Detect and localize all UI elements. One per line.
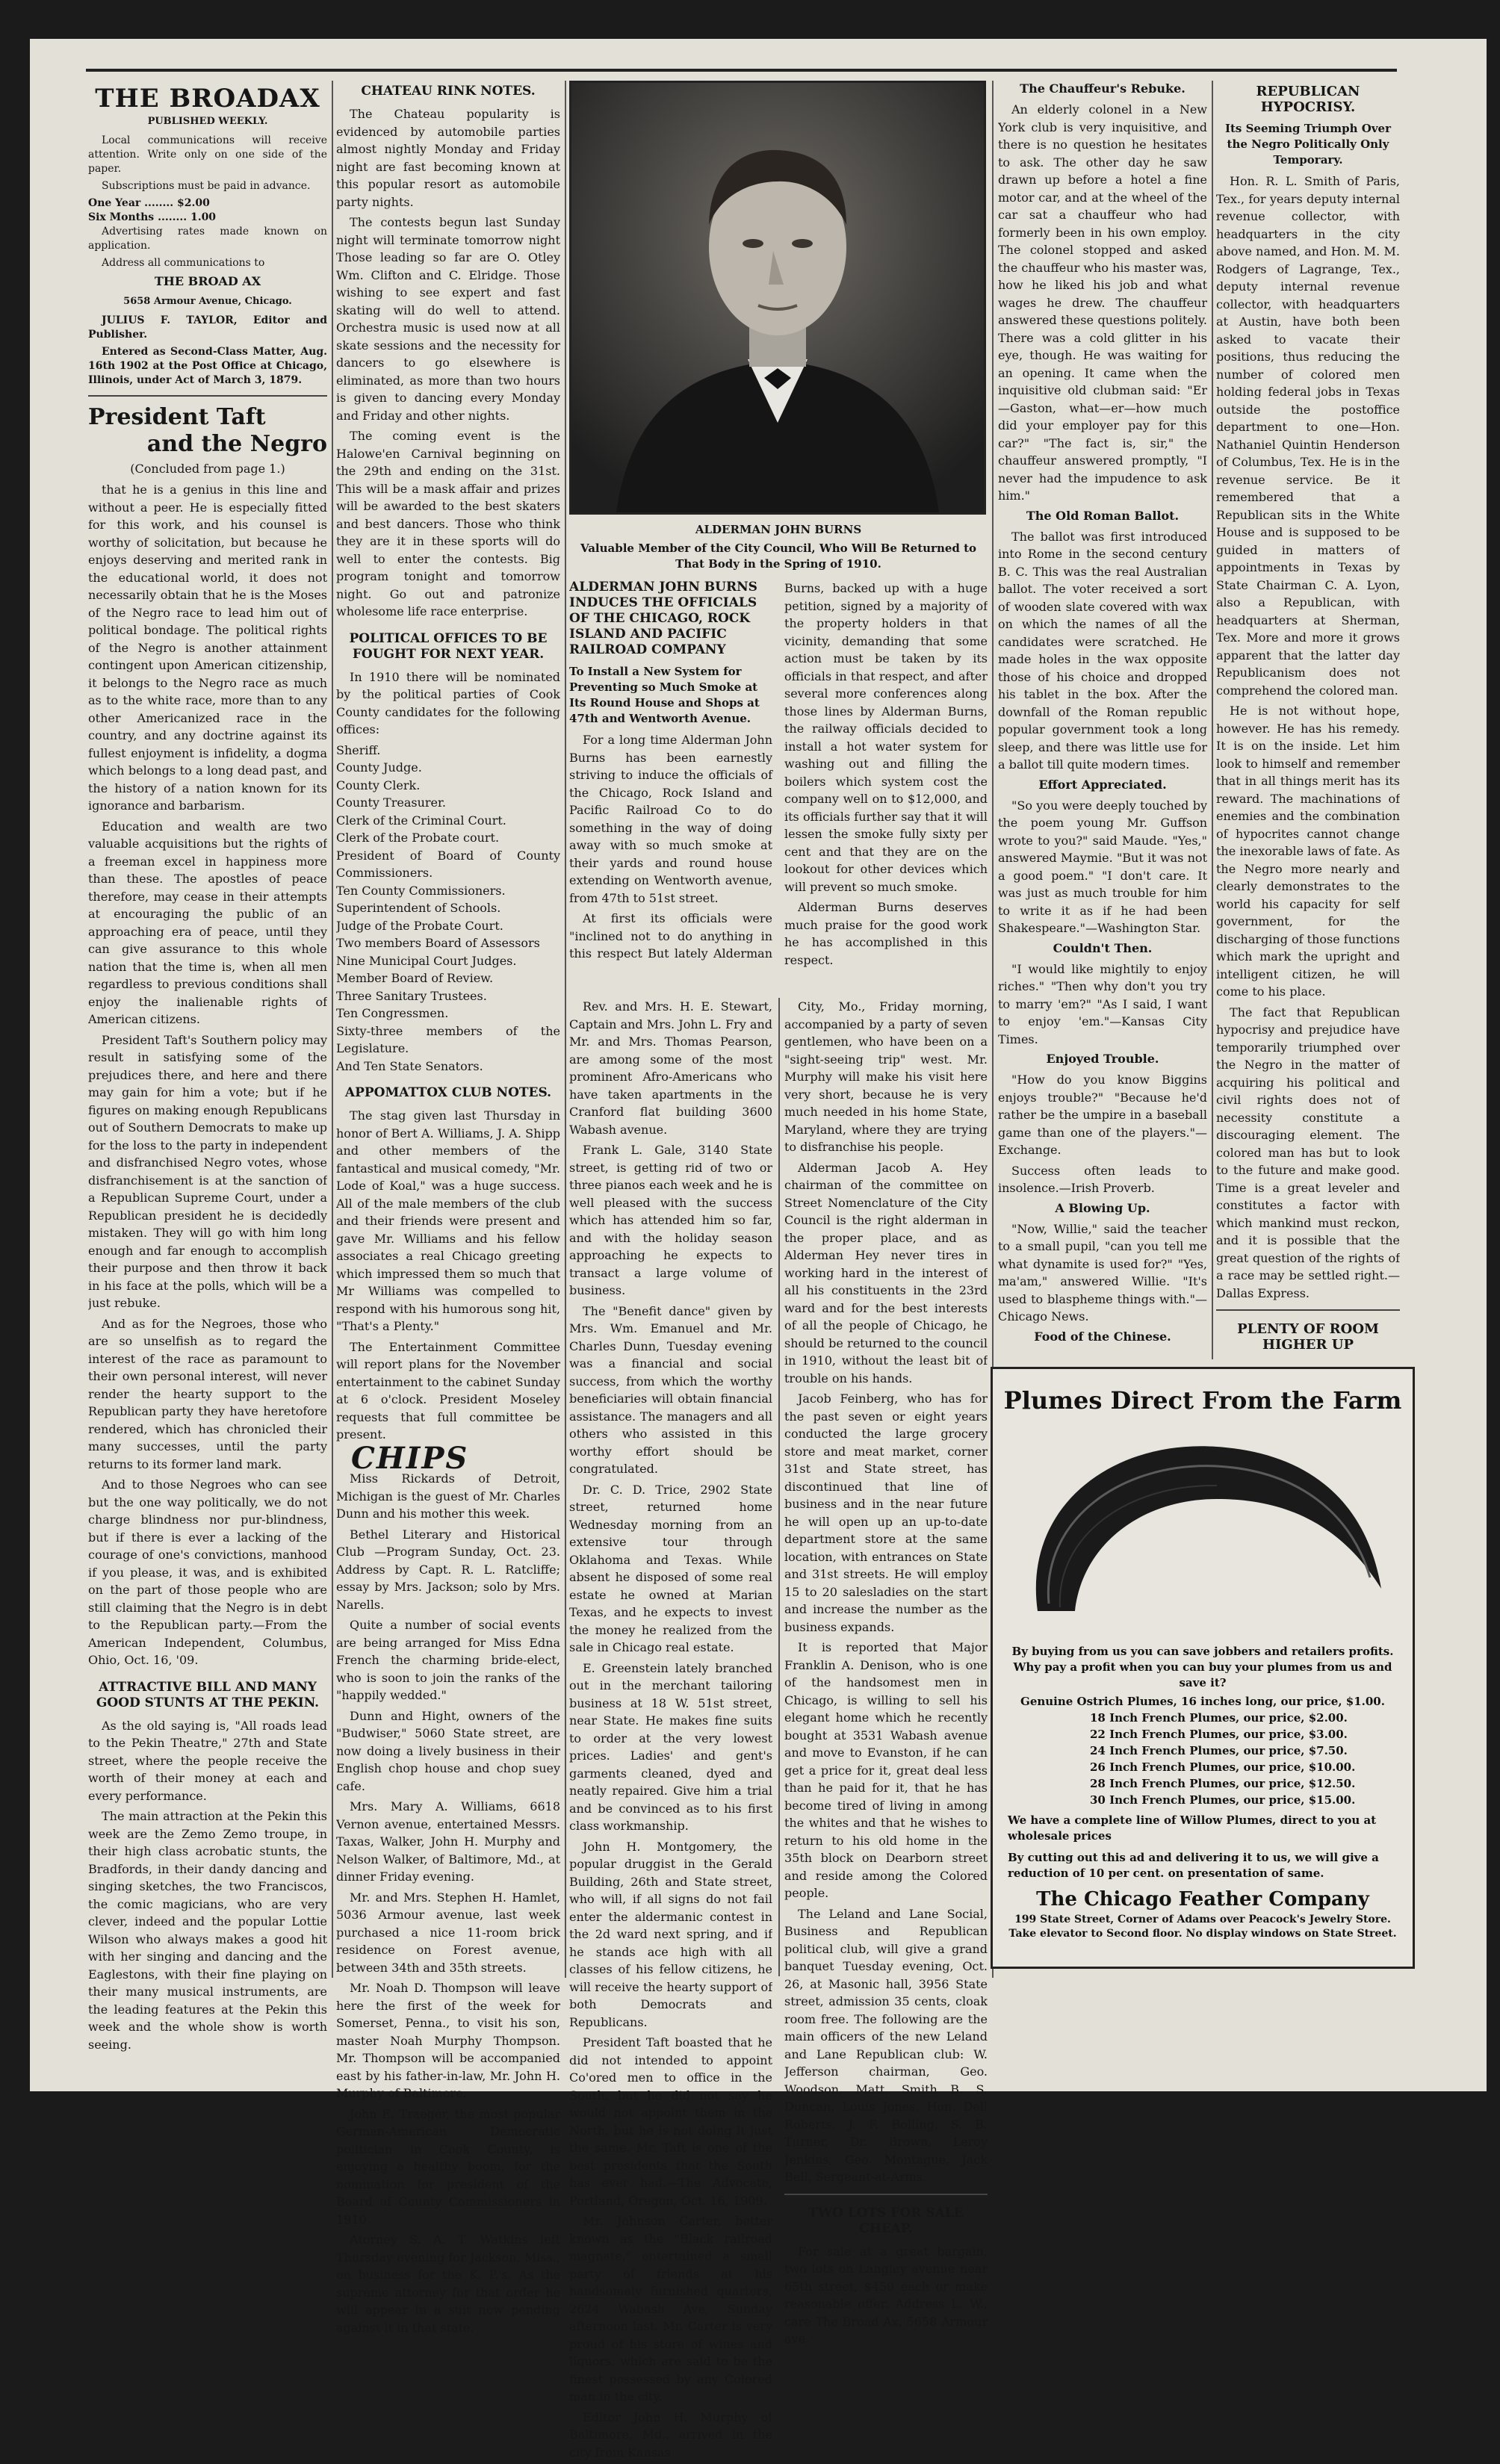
ballot-title: The Old Roman Ballot. <box>1026 508 1180 523</box>
column-5 <box>1216 81 1400 1350</box>
ad-cutout: By cutting out this ad and delivering it to us, we will give a reduction of 10 per cent. on presentation of same. <box>1008 1851 1379 1880</box>
portrait-photo <box>569 81 986 515</box>
editor-line: JULIUS F. TAYLOR, Editor and Publisher. <box>88 314 327 341</box>
chauffeur-title: The Chauffeur's Rebuke. <box>1020 81 1186 96</box>
burns-article <box>569 580 988 969</box>
local-note: Local communications will receive attention. Write only on one side of the paper. <box>88 134 327 175</box>
chips-title: CHIPS <box>351 1440 469 1476</box>
chips-paragraph: Bethel Literary and Historical Club —Program Sunday, Oct. 23. Address by Capt. R. L. Ratcliffe; essay by Mrs. Jackson; solo by Mrs. Narells. <box>336 1527 560 1612</box>
appomattox-paragraph: The Entertainment Committee will report plans for the November entertainment to the cabinet Sunday at 6 o'clock. President Moseley requests that full committee be present. <box>336 1339 560 1442</box>
top-rule <box>86 69 1397 72</box>
price-row: 22 Inch French Plumes, our price, $3.00. <box>1090 1728 1348 1741</box>
taft-title-2: and the Negro <box>146 431 327 457</box>
personals-list-b <box>784 998 988 2186</box>
appomattox-paragraph: The stag given last Thursday in honor of Bert A. Williams, J. A. Shipp and other members of the fantastical and musical comedy, "Mr. Lode of Koal," was a huge success. All of the male members of the club and their friends were present and gave Mr. Williams and his fellow associates a real Chicago greeting which impressed them so much that Mr Williams was compelled to respond with his humorous song hit, "That's a Plenty." <box>336 1108 560 1333</box>
office-item: County Judge. <box>336 760 422 775</box>
office-item: Two members Board of Assessors <box>336 936 540 950</box>
personal-item: Rev. and Mrs. H. E. Stewart, Captain and Mrs. John L. Fry and Mr. and Mrs. Thomas Pearson, are among some of the most prominent Afro-Americans who have taken apartments in the Cranford flat building 3600 Wabash avenue. <box>569 999 772 1137</box>
personals-list-a <box>569 998 772 2461</box>
ad-pitch: By buying from us you can save jobbers and retailers profits. Why pay a profit when you can buy your plumes from us and save it? <box>1011 1645 1394 1689</box>
address-note: Address all communications to <box>102 257 265 269</box>
chateau-paragraph: The Chateau popularity is evidenced by automobile parties almost nightly Monday and Friday night are fast becoming known at this popular resort as automobile party nights. <box>336 107 560 209</box>
chips-paragraph: Mr. and Mrs. Stephen H. Hamlet, 5036 Armour avenue, last week purchased a nice 11-room brick residence on Forest avenue, between 34th and 35th streets. <box>336 1890 560 1975</box>
office-item: Clerk of the Criminal Court. <box>336 813 506 828</box>
then-text: "I would like mightily to enjoy riches." "Then why don't you try to marry 'em?" "As I said, I want to enjoy 'em."—Kansas City Times. <box>998 961 1207 1046</box>
rate-row: One Year ........ $2.00 <box>88 197 210 209</box>
taft-paragraph: And as for the Negroes, those who are so unselfish as to regard the interest of the race as paramount to their own personal interest, will never render the hearty support to the Republican party they have heretofore rendered, which has chronicled their many successes, until the party returns to its former land mark. <box>88 1316 327 1471</box>
paper-name: THE BROAD AX <box>154 274 261 288</box>
personal-item: Frank L. Gale, 3140 State street, is getting rid of two or three pianos each week and he is well pleased with the success which has attended him so far, and with the holiday season approaching he expects to transact a large volume of business. <box>569 1143 772 1297</box>
personal-item: John H. Montgomery, the popular druggist in the Gerald Building, 26th and State street, who will, if all signs do not fail enter the aldermanic contest in the 2d ward next spring, and if he stands ace high with all classes of his fellow citizens, he will receive the hearty support of both Democrats and Republicans. <box>569 1839 772 2029</box>
price-row: 30 Inch French Plumes, our price, $15.00. <box>1090 1793 1356 1807</box>
column-rule <box>332 81 333 1978</box>
chips-paragraph: Dunn and Hight, owners of the "Budwiser," 5060 State street, are now doing a lively business in their English chop house and chop suey cafe. <box>336 1708 560 1793</box>
photo-subcaption: Valuable Member of the City Council, Who Will Be Returned to That Body in the Spring of 1910. <box>580 541 977 571</box>
burns-title: ALDERMAN JOHN BURNS INDUCES THE OFFICIALS OF THE CHICAGO, ROCK ISLAND AND PACIFIC RAILROAD COMPANY <box>569 580 757 657</box>
taft-continued: (Concluded from page 1.) <box>130 462 285 476</box>
plumes-advertisement <box>991 1367 1415 1969</box>
hypocrisy-title: REPUBLICAN HYPOCRISY. <box>1256 84 1360 115</box>
chips-paragraph: Mrs. Mary A. Williams, 6618 Vernon avenue, entertained Messrs. Taxas, Walker, John H. Murphy and Nelson Walker, of Baltimore, Md., at dinner Friday evening. <box>336 1799 560 1884</box>
price-row: 26 Inch French Plumes, our price, $10.00. <box>1090 1760 1356 1774</box>
rate-value: $2.00 <box>177 197 210 209</box>
personal-item: The Leland and Lane Social, Business and Republican political club, will give a grand banquet Tuesday evening, Oct. 26, at Masonic hall, 3956 State street, admission 35 cents, cloak room free. The following are the main officers of the new Leland and Lane Republican club: W. Jefferson chairman, Geo. Woodson, Matt. Smith B. S. Duncan, Louis Jones, Hon. Dell Roberts, J. F. Bolling, S. B. Turner, Dr. Brown, Leroy Jenkins, Geo. Montague, Jack Bell, Sergeant-at-Arms. <box>784 1906 988 2184</box>
taft-title-1: President Taft <box>88 404 266 430</box>
masthead-subtitle: PUBLISHED WEEKLY. <box>147 116 268 127</box>
pekin-title: ATTRACTIVE BILL AND MANY GOOD STUNTS AT THE PEKIN. <box>96 1679 320 1710</box>
chateau-paragraph: The coming event is the Halowe'en Carnival beginning on the 29th and ending on the 31st. This will be a mask affair and prizes will be awarded to the best skaters and best dancers. Those who think they are it in these sports will do well to enter the contests. Big program tonight and tomorrow night. Go out and patronize wholesome life race enterprise. <box>336 429 560 618</box>
personal-item: Editor John H. Murphy of Baltimore, Md., arrived in the city from Kansas <box>569 2409 772 2460</box>
price-row: 28 Inch French Plumes, our price, $12.50. <box>1090 1777 1356 1790</box>
rate-label: Six Months <box>88 211 155 223</box>
personal-item: Alderman Jacob A. Hey chairman of the committee on Street Nomenclature of the City Council is the right alderman in the proper place, and as Alderman Hey never tires in working hard in the interest of all his constituents in the 23rd ward and for the best interests of all the people of Chicago, he should be returned to the council in 1910, without the least bit of trouble on his hands. <box>784 1160 988 1385</box>
effort-title: Effort Appreciated. <box>1038 777 1167 792</box>
ad-willow: We have a complete line of Willow Plumes, direct to you at wholesale prices <box>1008 1813 1377 1843</box>
office-item: Nine Municipal Court Judges. <box>336 953 517 968</box>
office-item: Judge of the Probate Court. <box>336 918 503 933</box>
rates <box>88 196 327 225</box>
portrait-image <box>571 83 984 512</box>
personal-item: President Taft boasted that he did not intended to appoint Co'ored men to office in the South, but he did not say he would not appoint them in the North, but he is not doing it just the same. Mr. Taft is one of the best presidents that the South has ever had.—The Advocate, Portland, Oregon, Oct. 16, 1909. <box>569 2035 772 2208</box>
subscription-note: Subscriptions must be paid in advance. <box>102 180 311 192</box>
personal-item: It is reported that Major Franklin A. Denison, who is one of the handsomest men in Chicago, is willing to sell his elegant home which he recently bought at 3531 Wabash avenue and move to Evanston, if he can get a price for it, great deal less than he paid for it, that he has become tired of living in among the whites and that he wishes to return to his old home in the 35th block on Dearborn street and reside among the Colored people. <box>784 1640 988 1900</box>
paper-address: 5658 Armour Avenue, Chicago. <box>123 296 292 307</box>
office-item: Member Board of Review. <box>336 971 494 985</box>
pekin-paragraph: The main attraction at the Pekin this week are the Zemo Zemo troupe, in their high class acrobatic stunts, the Bradfords, in their dandy dancing and singing sketches, the two Franciscos, the comic magicians, who are very clever, indeed and the popular Lottie Wilson who always makes a good hit with her singing and dancing and the Eaglestons, with their fine playing on their many musical instruments, are the leading features at the Pekin this week and the whole show is worth seeing. <box>88 1809 327 2052</box>
chips-paragraph: Quite a number of social events are being arranged for Miss Edna French the charming bride-elect, who is soon to join the ranks of the "happily wedded." <box>336 1618 560 1702</box>
chips-paragraph: Miss Rickards of Detroit, Michigan is the guest of Mr. Charles Dunn and his mother this week. <box>336 1471 560 1521</box>
column-4 <box>998 81 1207 1350</box>
appomattox-title: APPOMATTOX CLUB NOTES. <box>344 1085 552 1100</box>
divider <box>784 2194 988 2195</box>
personal-item: Mr. Johnson Carter, better known as the "Black railroad magnate," entertained a small party of friends at his handsomely furnished quarters, 2624 Wabash Ave, Sunday afternoon last. Mr. Carter is very proud of his store of wines and liquors, which are said to be the finest possessed by any Colored man in the city. <box>569 2214 772 2404</box>
room-title: PLENTY OF ROOM HIGHER UP <box>1237 1321 1379 1350</box>
chips-paragraph: Atorney S. A. T. Watkins left Thursday evening for Jackson, Miss., on business for the K. P.'s. As the supreme attorney for that order he will appear in a suit now pending against it in that state. <box>336 2232 560 2335</box>
lots-title: TWO LOTS FOR SALE CHEAP. <box>808 2205 964 2236</box>
personal-item: Dr. C. D. Trice, 2902 State street, returned home Wednesday morning from an extensive tour through Oklahoma and Texas. While absent he disposed of some real estate he owned at Marian Texas, and he expects to invest the money he realized from the sale in Chicago real estate. <box>569 1482 772 1654</box>
hypocrisy-deck: Its Seeming Triumph Over the Negro Politically Only Temporary. <box>1224 122 1391 167</box>
divider <box>88 395 327 397</box>
ad-genuine: Genuine Ostrich Plumes, 16 inches long, our price, $1.00. <box>1020 1695 1385 1708</box>
blowing-title: A Blowing Up. <box>1055 1200 1150 1215</box>
hypocrisy-paragraph: He is not without hope, however. He has his remedy. It is on the inside. Let him look to himself and remember that in all things merit has its reward. The machinations of enemies and the combination of hypocrites cannot change the inexorable laws of fate. As the Negro more nearly and clearly demonstrates to the world his capacity for self government, for the discharging of those functions which mark the upright and intelligent citizen, he will come to his place. <box>1216 704 1400 999</box>
column-rule <box>1212 81 1213 1359</box>
office-item: Superintendent of Schools. <box>336 901 501 915</box>
then-title: Couldn't Then. <box>1053 940 1153 955</box>
ad-price-list <box>993 1710 1413 1808</box>
blowing-text: "Now, Willie," said the teacher to a small pupil, "can you tell me what dynamite is used for?" "Yes, ma'am," answered Willie. "It's used to blaspheme things with."—Chicago News. <box>998 1221 1207 1323</box>
divider <box>1216 1309 1400 1311</box>
hypocrisy-paragraph: Hon. R. L. Smith of Paris, Tex., for years deputy internal revenue collector, with headquarters in the city above named, and Hon. M. M. Rodgers of Lagrange, Tex., deputy internal revenue collector, with headquarters at Austin, have both been asked to vacate their positions, thus reducing the number of colored men holding federal jobs in Texas outside the postoffice department to one—Hon. Nathaniel Quintin Henderson of Columbus, Tex. He is in the revenue service. Be it remembered that a Republican sits in the White House and is supposed to be guided in matters of appointments in Texas by State Chairman C. A. Lyon, also a Republican, with headquarters at Sherman, Tex. More and more it grows apparent that the latter day Republicanism does not comprehend the colored man. <box>1216 174 1400 698</box>
pekin-paragraph: As the old saying is, "All roads lead to the Pekin Theatre," 27th and State street, where the people receive the worth of their money at each and every performance. <box>88 1718 327 1803</box>
office-item: Ten County Commissioners. <box>336 883 506 898</box>
column-3a <box>569 998 772 2464</box>
masthead-title: THE BROADAX <box>95 84 320 114</box>
office-item: And Ten State Senators. <box>336 1058 483 1073</box>
rate-label: One Year <box>88 197 141 209</box>
offices-title: POLITICAL OFFICES TO BE FOUGHT FOR NEXT YEAR. <box>349 630 548 662</box>
office-item: Clerk of the Probate court. <box>336 831 500 845</box>
chateau-paragraph: The contests begun last Sunday night will terminate tomorrow night Those leading so far are O. Otley Wm. Clifton and C. Elridge. Those wishing to see expert and fast skating will do well to attend. Orchestra music is used now at all skate sessions and the necessity for dancers to go elsewhere is eliminated, as more than two hours is given to dancing every Monday and Friday and other nights. <box>336 215 560 423</box>
ad-company: The Chicago Feather Company <box>1036 1888 1369 1911</box>
rate-value: 1.00 <box>190 211 217 223</box>
chips-paragraph: Mr. Noah D. Thompson will leave here the first of the week for Somerset, Penna., to visit his son, master Noah Murphy Thompson. Mr. Thompson will be accompanied east by his father-in-law, Mr. John H. Murphy of Baltimore. <box>336 1981 560 2100</box>
rate-row: Six Months ........ 1.00 <box>88 211 217 223</box>
chips-paragraph: John E. Traeger, the most popular German-American Democratic politician in Cook County, is enjoying a healthy boom, for the nomination for president of the Board of County Commissioners in 1910. <box>336 2106 560 2226</box>
personal-item: The "Benefit dance" given by Mrs. Wm. Emanuel and Mr. Charles Dunn, Tuesday evening was a financial and social success, from which the worthy beneficiaries will obtain financial assistance. The managers and all others who assisted in this worthy effort should be congratulated. <box>569 1303 772 1476</box>
taft-paragraph: President Taft's Southern policy may result in satisfying some of the prejudices there, and here and there may gain for him a vote; but if he figures on making enough Republicans out of Southern Democrats to make up for the loss to the party in independent and disfranchised Negro votes, whose disfranchisement is at the sanction of a Republican Supreme Court, under a Republican president he is decidedly mistaken. They will go with him long enough and far enough to accomplish their purpose and then throw it back in his face at the polls, which will be a just rebuke. <box>88 1032 327 1310</box>
food-title: Food of the Chinese. <box>1034 1329 1171 1344</box>
column-1 <box>88 81 327 2056</box>
chateau-title: CHATEAU RINK NOTES. <box>361 84 536 99</box>
taft-paragraph: And to those Negroes who can see but the one way politically, we do not charge blindness nor pur-blindness, but if there is ever a lacking of the courage of one's convictions, manhood if you please, it was, and is exhibited on the part of those people who are still claiming that the Negro is in debt to the Republican party.—From the American Independent, Columbus, Ohio, Oct. 16, '09. <box>88 1477 327 1667</box>
burns-paragraph: For a long time Alderman John Burns has been earnestly striving to induce the officials of the Chicago, Rock Island and Pacific Railroad Co to do something in the way of doing away with so much smoke at their yards and round house extending on Wentworth avenue, from 47th to 51st street. <box>569 733 772 905</box>
column-rule <box>565 81 566 1978</box>
advertising-note: Advertising rates made known on application. <box>88 226 327 252</box>
taft-paragraph: that he is a genius in this line and without a peer. He is especially fitted for this work, and his counsel is worthy of solicitation, but because he enjoys deserving and merited rank in the educational world, it does not necessarily obtain that he is the Moses of the Negro race to lead him out of political bondage. The political rights of the Negro is another attainment contingent upon American citizenship, it belongs to the Negro race as much as to the white race, more than to any other Americanized race in the country, and any doctrine against its fullest enjoyment is infidelity, a dogma which belongs to a long dead past, and the history of a nation known for its ignorance and barbarism. <box>88 482 327 813</box>
office-item: President of Board of County Commissioners. <box>336 848 560 880</box>
column-3b <box>784 998 988 2351</box>
office-item: Sheriff. <box>336 742 381 757</box>
insolence-text: Success often leads to insolence.—Irish Proverb. <box>998 1163 1207 1195</box>
column-3 <box>569 81 988 984</box>
personal-item: E. Greenstein lately branched out in the merchant tailoring business at 18 W. 51st street, near State. He makes fine suits to order at the very lowest prices. Ladies' and gent's garments cleaned, dyed and neatly repaired. Give him a trial and be convinced as to his first class workmanship. <box>569 1660 772 1833</box>
office-item: County Clerk. <box>336 778 421 792</box>
burns-deck: To Install a New System for Preventing so Much Smoke at Its Round House and Shops at 47th and Wentworth Avenue. <box>569 665 760 725</box>
lots-text: For sale at a great bargain, two lots on Langley avenue near 65th street, $450 each or make reasonable offer. Address L. W., care The Broad Ax, 5658 Armour ave. <box>784 2244 988 2346</box>
office-item: Ten Congressmen. <box>336 1006 449 1020</box>
effort-text: "So you were deeply touched by the poem young Mr. Guffson wrote to you?" said Maude. "Yes," answered Maymie. "But it was not a good poem." "I don't care. It was just as much trouble for him to write it as if he had been Shakespeare."—Washington Star. <box>998 798 1207 935</box>
column-2 <box>336 81 560 2339</box>
burns-paragraph: At first its officials were "inclined not to do anything in this respect But lately Alderman Burns, backed up with a huge petition, signed by a majority of the property holders in that vicinity, demanding that some action must be taken by its officials in that respect, and after several more conferences along those lines by Alderman Burns, the railway officials decided to install a hot water system for washing out and filling the boilers which system cost the company well on to $12,000, and its officials further say that it will lessen the smoke fully sixty per cent and that they are on the lookout for other devices which will prevent so much smoke. <box>569 581 988 961</box>
food-text <box>998 1349 1207 1351</box>
price-row: 18 Inch French Plumes, our price, $2.00. <box>1090 1711 1348 1725</box>
trouble-text: "How do you know Biggins enjoys trouble?" "Because he'd rather be the umpire in a baseball game than one of the players."—Exchange. <box>998 1073 1207 1157</box>
office-item: Three Sanitary Trustees. <box>336 988 487 1003</box>
ballot-text: The ballot was first introduced into Rome in the second century B. C. This was the real Australian ballot. The voter received a sort of wooden slate covered with wax on which the names of all the candidates were scratched. He made holes in the wax opposite those of his choice and dropped his tablet in the box. After the downfall of the Roman republic popular government took a long sleep, and there was little use for a ballot till quite modern times. <box>998 529 1207 772</box>
offices-list <box>336 742 560 1076</box>
price-row: 24 Inch French Plumes, our price, $7.50. <box>1090 1744 1348 1757</box>
office-item: Sixty-three members of the Legislature. <box>336 1023 560 1055</box>
trouble-title: Enjoyed Trouble. <box>1046 1052 1159 1066</box>
offices-intro: In 1910 there will be nominated by the political parties of Cook County candidates for the following offices: <box>336 669 560 736</box>
hypocrisy-paragraph: The fact that Republican hypocrisy and prejudice have temporarily triumphed over the Negro in the matter of acquiring his political and civil rights does not of necessity constitute a discouraging element. The colored man has but to look to the future and make good. Time is a great leveler and constitutes a factor with which mankind must reckon, and it is possible that the great question of the rights of a race may be settled right.—Dallas Express. <box>1216 1005 1400 1300</box>
entry-note: Entered as Second-Class Matter, Aug. 16th 1902 at the Post Office at Chicago, Illinois, under Act of March 3, 1879. <box>88 346 327 386</box>
ad-title: Plumes Direct From the Farm <box>1003 1386 1402 1415</box>
personal-item: City, Mo., Friday morning, accompanied by a party of seven gentlemen, who have been on a "sight-seeing trip" west. Mr. Murphy will make his visit here very short, because he is very much needed in his home State, Maryland, where they are trying to disfranchise his people. <box>784 999 988 1154</box>
taft-paragraph: Education and wealth are two valuable acquisitions but the rights of a freeman excel in happiness more than these. The apostles of peace therefore, may cease in their attempts at encouraging the public of an approaching era of peace, until they can give assurance to this whole nation that the time is, when all men regardless to previous conditions shall enjoy the inalienable rights of American citizens. <box>88 819 327 1026</box>
photo-caption: ALDERMAN JOHN BURNS <box>695 523 862 536</box>
office-item: County Treasurer. <box>336 795 446 810</box>
personal-item: Jacob Feinberg, who has for the past seven or eight years conducted the large grocery store and meat market, corner 31st and State street, has discontinued that line of business and in the near future he will open up an up-to-date department store at the same location, with entrances on State and 31st streets. He will employ 15 to 20 salesladies on the start and increase the number as the business expands. <box>784 1391 988 1634</box>
ostrich-plume-image <box>993 1417 1408 1641</box>
burns-paragraph: Alderman Burns deserves much praise for the good work he has accomplished in this respect. <box>784 900 988 967</box>
column-rule <box>778 998 780 1976</box>
chauffeur-text: An elderly colonel in a New York club is very inquisitive, and there is no question he hesitates to ask. The other day he saw drawn up before a hotel a fine motor car, and at the wheel of the car sat a chauffeur who had formerly been in his own employ. The colonel stopped and asked the chauffeur who his master was, how he liked his job and what wages he drew. The chauffeur answered these questions politely. There was a cold glitter in his eye, though. He was waiting for an opening. It came when the inquisitive old clubman said: "Er—Gaston, what—er—how much did your employer pay for this car?" "The fact is, sir," the chauffeur answered promptly, "I never had the impudence to ask him." <box>998 102 1207 503</box>
ad-address: 199 State Street, Corner of Adams over Peacock's Jewelry Store. Take elevator to Second floor. No display windows on State Street. <box>1008 1914 1397 1940</box>
